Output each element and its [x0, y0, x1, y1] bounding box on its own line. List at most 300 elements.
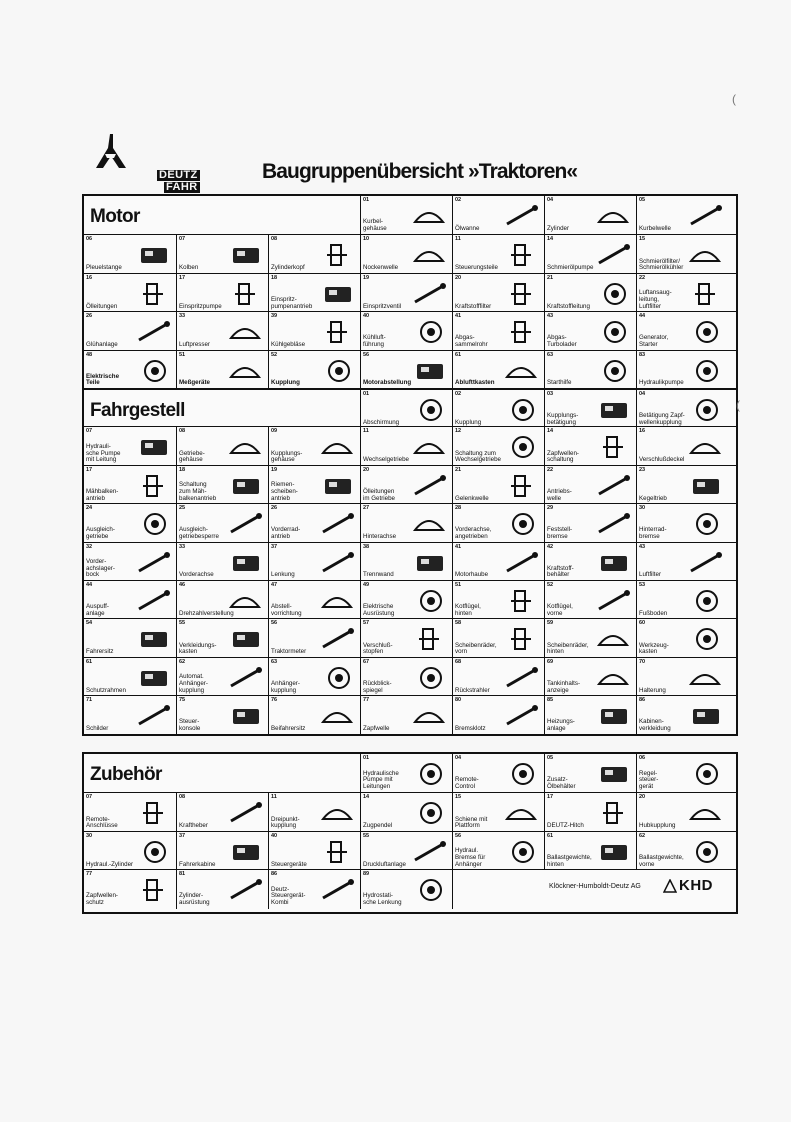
- cardan-shaft-icon: [501, 472, 541, 500]
- part-number: 02: [455, 391, 462, 397]
- part-cell: [452, 832, 544, 870]
- part-number: 40: [271, 832, 278, 839]
- part-label: Motorabstellung: [363, 379, 412, 387]
- part-number: 20: [455, 274, 462, 281]
- camshaft-icon: [409, 241, 449, 269]
- table-row: [84, 542, 736, 581]
- oil-filter-icon: [685, 241, 725, 269]
- part-label: Luftpresser: [179, 340, 210, 348]
- part-number: 76: [271, 697, 278, 704]
- part-cell: [176, 543, 268, 581]
- page-title: Baugruppenübersicht »Traktoren«: [262, 160, 578, 183]
- part-number: 49: [363, 582, 370, 588]
- remote-connections-icon: [133, 799, 173, 827]
- part-cell: [452, 658, 544, 696]
- part-cell: [360, 504, 452, 542]
- part-label: Steuer- konsole: [179, 718, 201, 732]
- part-cell: [268, 658, 360, 696]
- part-label: Meßgeräte: [179, 379, 210, 387]
- part-cell: [636, 754, 728, 792]
- part-cell: [544, 504, 636, 542]
- part-label: Anhänger- kupplung: [271, 680, 300, 694]
- section-title-cell: [84, 196, 360, 234]
- part-number: 59: [547, 620, 554, 627]
- part-number: 08: [179, 428, 186, 435]
- part-number: 41: [455, 313, 462, 320]
- part-label: Einspritzventil: [363, 302, 402, 310]
- part-label: Hydrostati- sche Lenkung: [363, 892, 402, 906]
- part-cell: [360, 390, 452, 428]
- part-label: Kotflügel, hinten: [455, 603, 481, 617]
- part-cell: [268, 504, 360, 542]
- section-title-cell: [84, 754, 360, 792]
- part-label: Elektrische Teile: [86, 372, 120, 387]
- steering-icon: [317, 549, 357, 577]
- part-number: 06: [639, 755, 646, 761]
- part-number: 08: [179, 794, 186, 801]
- part-number: 25: [179, 505, 186, 512]
- part-cell: [268, 427, 360, 465]
- khd-logo-icon: [663, 879, 677, 893]
- part-label: Hydraul.-Zylinder: [86, 860, 134, 868]
- table-row: [84, 657, 736, 696]
- oil-pump-icon: [593, 241, 633, 269]
- part-cell: [84, 793, 176, 831]
- part-number: 22: [547, 466, 554, 473]
- drawbar-icon: [409, 799, 449, 827]
- part-number: 57: [363, 620, 370, 627]
- part-label: Schmierölpumpe: [547, 264, 594, 272]
- part-label: Generator, Starter: [639, 334, 669, 348]
- part-label: Motorhaube: [455, 571, 489, 579]
- table-row: [84, 580, 736, 619]
- part-label: Automat. Anhänger- kupplung: [179, 673, 208, 694]
- part-cell: [452, 427, 544, 465]
- clutch-icon: [317, 357, 357, 385]
- table-row: [84, 792, 736, 831]
- part-label: Remote- Anschlüsse: [86, 815, 118, 830]
- part-cell: [176, 581, 268, 619]
- part-number: 83: [639, 351, 646, 358]
- part-cell: [268, 351, 360, 389]
- part-cell: [84, 312, 176, 350]
- valve-combo-icon: [317, 876, 357, 904]
- hitch-icon: [593, 799, 633, 827]
- part-number: 17: [86, 466, 93, 473]
- part-number: 71: [86, 697, 93, 704]
- part-cell: [636, 581, 728, 619]
- toolbox-icon: [685, 625, 725, 653]
- part-number: 69: [547, 658, 554, 665]
- part-number: 22: [639, 274, 646, 281]
- part-label: Hydraul. Bremse für Anhänger: [455, 847, 486, 868]
- part-label: Verschluß- stopfen: [363, 641, 393, 656]
- part-label: Schutzrahmen: [86, 686, 126, 694]
- air-duct-icon: [409, 318, 449, 346]
- parking-brake-icon: [593, 510, 633, 538]
- stop-device-icon: [317, 587, 357, 615]
- part-number: 05: [639, 197, 646, 203]
- part-cell: [636, 196, 728, 234]
- part-label: Kurbelwelle: [639, 224, 671, 232]
- table-row: [84, 503, 736, 542]
- part-label: Abgas- Turbolader: [547, 334, 577, 348]
- rail-platform-icon: [501, 799, 541, 827]
- heater-icon: [593, 702, 633, 730]
- part-label: Mähbalken- antrieb: [86, 488, 119, 502]
- table-row: [84, 465, 736, 504]
- part-cell: [452, 312, 544, 350]
- part-number: 10: [363, 236, 370, 243]
- pump-drive-icon: [317, 280, 357, 308]
- section-title-cell: [84, 390, 360, 428]
- part-number: 17: [547, 794, 554, 801]
- part-number: 14: [363, 794, 370, 801]
- part-number: 03: [547, 391, 554, 397]
- part-number: 39: [271, 313, 278, 320]
- part-number: 43: [639, 543, 646, 550]
- part-label: Tankinhalts- anzeige: [547, 680, 581, 694]
- part-cell: [544, 754, 636, 792]
- front-axle-icon: [225, 549, 265, 577]
- part-cell: [176, 466, 268, 504]
- gauge-icon: [225, 357, 265, 385]
- lift-coupling-icon: [685, 799, 725, 827]
- part-label: Bremsklotz: [455, 724, 486, 732]
- part-label: Steuerungsteile: [455, 264, 498, 272]
- part-number: 56: [363, 351, 370, 358]
- trim-box-icon: [225, 625, 265, 653]
- pto-lever-icon: [685, 396, 725, 424]
- part-number: 86: [639, 697, 646, 704]
- part-number: 42: [547, 543, 554, 550]
- part-number: 43: [547, 313, 554, 320]
- part-number: 55: [363, 832, 370, 839]
- part-cell: [268, 274, 360, 312]
- part-label: Gelenkwelle: [455, 494, 489, 502]
- part-cell: [544, 235, 636, 273]
- part-number: 33: [179, 313, 186, 320]
- electrical-parts-icon: [133, 357, 173, 385]
- part-number: 27: [363, 505, 370, 512]
- logo-line-1: DEUTZ: [159, 169, 198, 181]
- part-number: 24: [86, 505, 93, 512]
- part-number: 51: [179, 351, 186, 358]
- cooling-fan-icon: [317, 318, 357, 346]
- part-cell: [84, 351, 176, 389]
- oil-tank-icon: [593, 760, 633, 788]
- part-label: Werkzeug- kasten: [639, 641, 669, 656]
- part-number: 28: [455, 505, 462, 512]
- part-number: 30: [86, 832, 93, 839]
- part-cell: [452, 235, 544, 273]
- part-label: Kegeltrieb: [639, 494, 667, 502]
- pto-shift-icon: [593, 433, 633, 461]
- part-cell: [84, 696, 176, 734]
- part-label: DEUTZ-Hitch: [547, 822, 584, 830]
- part-label: Deutz- Steuergerät- Kombi: [271, 885, 306, 906]
- part-number: 20: [639, 794, 646, 801]
- reflector-icon: [501, 664, 541, 692]
- cab-icon: [225, 838, 265, 866]
- part-number: 55: [179, 620, 186, 627]
- part-label: Kupplungs- gehäuse: [271, 449, 303, 464]
- part-label: Ausgleich- getriebesperre: [179, 526, 219, 540]
- part-label: Dreipunkt- kupplung: [271, 815, 300, 830]
- part-label: Hydraulikpumpe: [639, 379, 684, 387]
- part-label: Luftfilter: [639, 571, 662, 579]
- part-label: Verkleidungs- kasten: [179, 641, 217, 656]
- part-label: Wechselgetriebe: [363, 456, 409, 464]
- part-label: Getriebe- gehäuse: [179, 449, 205, 464]
- part-label: Kühlluft- führung: [363, 334, 386, 348]
- part-cell: [176, 793, 268, 831]
- scan-mark: (: [732, 92, 736, 106]
- pto-guard-icon: [133, 876, 173, 904]
- part-label: Halterung: [639, 686, 666, 694]
- part-number: 46: [179, 582, 186, 588]
- part-label: Trennwand: [363, 571, 394, 579]
- battery-icon: [409, 587, 449, 615]
- part-cell: [360, 235, 452, 273]
- part-cell: [452, 619, 544, 657]
- part-cell: [452, 581, 544, 619]
- part-label: Druckluftanlage: [363, 860, 406, 868]
- part-number: 56: [455, 832, 462, 839]
- bevel-drive-icon: [685, 472, 725, 500]
- part-number: 11: [363, 428, 369, 435]
- rear-wheel-icon: [593, 625, 633, 653]
- part-number: 44: [86, 582, 93, 588]
- part-number: 21: [547, 274, 554, 281]
- part-number: 20: [363, 466, 370, 473]
- crankshaft-icon: [685, 202, 725, 230]
- part-number: 51: [455, 582, 462, 588]
- remote-control-icon: [501, 760, 541, 788]
- part-label: Betätigung Zapf- wellenkupplung: [639, 412, 685, 426]
- hydraulic-pump-icon: [685, 357, 725, 385]
- air-brake-icon: [409, 838, 449, 866]
- part-cell: [636, 274, 728, 312]
- part-label: Kühlgebläse: [271, 340, 306, 348]
- part-label: Elektrische Ausrüstung: [363, 603, 395, 617]
- part-label: Rückblick- spiegel: [363, 680, 392, 694]
- front-wheel-icon: [501, 625, 541, 653]
- part-cell: [636, 466, 728, 504]
- part-label: Scheibenräder, vorn: [455, 641, 497, 656]
- part-label: Verschlußdeckel: [639, 456, 685, 464]
- part-label: Vorderachse, angetrieben: [455, 526, 492, 540]
- table-row: [84, 618, 736, 657]
- part-label: Ballastgewichte, hinten: [547, 854, 592, 868]
- mower-shift-icon: [225, 472, 265, 500]
- part-number: 89: [363, 871, 370, 878]
- part-cell: [84, 235, 176, 273]
- company-name: Klöckner-Humboldt-Deutz AG: [549, 883, 641, 891]
- part-number: 17: [179, 274, 186, 281]
- part-number: 01: [363, 197, 370, 203]
- part-label: Schaltung zum Mäh- balkenantrieb: [179, 481, 217, 502]
- part-label: Einspritz- pumpenantrieb: [271, 296, 313, 310]
- part-number: 04: [639, 391, 646, 397]
- clutch-control-icon: [593, 396, 633, 424]
- part-cell: [544, 658, 636, 696]
- control-valve-icon: [317, 838, 357, 866]
- part-cell: [452, 466, 544, 504]
- part-cell: [452, 351, 544, 389]
- part-number: 26: [271, 505, 278, 512]
- conrod-icon: [133, 241, 173, 269]
- starting-aid-icon: [593, 357, 633, 385]
- part-number: 07: [86, 794, 93, 801]
- part-number: 16: [86, 274, 93, 281]
- part-number: 37: [271, 543, 278, 550]
- part-cell: [84, 466, 176, 504]
- rear-brake-icon: [685, 510, 725, 538]
- cover-icon: [685, 433, 725, 461]
- part-label: Scheibenräder, hinten: [547, 641, 589, 656]
- part-label: Zapfwelle: [363, 724, 390, 732]
- hood-icon: [501, 549, 541, 577]
- logo-mark-icon: [78, 132, 142, 172]
- part-number: 05: [547, 755, 554, 761]
- part-number: 52: [547, 582, 554, 588]
- part-cell: [360, 658, 452, 696]
- front-fender-icon: [593, 587, 633, 615]
- part-number: 21: [455, 466, 462, 473]
- table-row: [84, 831, 736, 870]
- part-cell: [636, 351, 728, 389]
- part-label: Auspuff- anlage: [86, 603, 109, 617]
- front-axle-icon: [501, 510, 541, 538]
- part-cell: [544, 312, 636, 350]
- fuel-gauge-icon: [593, 664, 633, 692]
- part-cell: [360, 619, 452, 657]
- part-cell: [360, 351, 452, 389]
- roll-frame-icon: [133, 664, 173, 692]
- console-icon: [225, 702, 265, 730]
- rear-axle-icon: [409, 510, 449, 538]
- part-cell: [360, 312, 452, 350]
- part-label: Kupplung: [271, 379, 300, 387]
- section-title: Fahrgestell: [90, 400, 185, 421]
- part-cell: [360, 427, 452, 465]
- part-cell: [544, 274, 636, 312]
- part-cell: [268, 466, 360, 504]
- part-cell: [452, 196, 544, 234]
- power-lift-icon: [225, 799, 265, 827]
- cylinder-icon: [593, 202, 633, 230]
- part-cell: [544, 390, 636, 428]
- trailer-hitch-icon: [317, 664, 357, 692]
- part-cell: [452, 754, 544, 792]
- part-number: 18: [271, 274, 278, 281]
- part-label: Vorderrad- antrieb: [271, 526, 301, 540]
- tractormeter-icon: [317, 625, 357, 653]
- table-row: [84, 196, 736, 234]
- part-cell: [636, 658, 728, 696]
- part-number: 11: [455, 236, 461, 243]
- part-label: Kurbel- gehäuse: [363, 218, 387, 232]
- part-cell: [636, 793, 728, 831]
- part-label: Remote- Control: [455, 776, 479, 790]
- front-drive-icon: [317, 510, 357, 538]
- part-label: Hubkupplung: [639, 822, 676, 830]
- air-filter-icon: [685, 280, 725, 308]
- drive-shaft-icon: [593, 472, 633, 500]
- part-cell: [176, 427, 268, 465]
- part-cell: [84, 543, 176, 581]
- part-label: Kraftstoffleitung: [547, 302, 590, 310]
- part-label: Ölwanne: [455, 224, 480, 232]
- part-cell: [176, 504, 268, 542]
- part-cell: [360, 274, 452, 312]
- part-number: 77: [363, 697, 370, 704]
- floor-icon: [685, 587, 725, 615]
- part-number: 14: [547, 428, 554, 435]
- part-label: Traktormeter: [271, 648, 307, 656]
- scan-mark: (: [736, 398, 740, 412]
- shift-linkage-icon: [501, 433, 541, 461]
- part-cell: [452, 504, 544, 542]
- air-filter-icon: [685, 549, 725, 577]
- part-cell: [84, 832, 176, 870]
- part-number: 80: [455, 697, 462, 704]
- gearbox-oil-lines-icon: [409, 472, 449, 500]
- footer-cell: [452, 870, 732, 908]
- part-cell: [176, 312, 268, 350]
- part-cell: [176, 619, 268, 657]
- plug-icon: [409, 625, 449, 653]
- part-number: 67: [363, 658, 370, 665]
- clutch-housing-icon: [317, 433, 357, 461]
- part-cell: [544, 466, 636, 504]
- part-label: Schilder: [86, 724, 109, 732]
- bracket-icon: [685, 664, 725, 692]
- trailer-brake-icon: [501, 838, 541, 866]
- part-number: 29: [547, 505, 554, 512]
- part-label: Einspritzpumpe: [179, 302, 222, 310]
- part-number: 85: [547, 697, 554, 704]
- part-number: 70: [639, 658, 646, 665]
- part-label: Starthilfe: [547, 379, 572, 387]
- part-number: 26: [86, 313, 93, 320]
- part-cell: [268, 543, 360, 581]
- part-label: Kupplungs- betätigung: [547, 412, 579, 426]
- part-label: Vorder- achslager- bock: [86, 558, 115, 579]
- part-label: Zylinder: [547, 224, 570, 232]
- table-row: [84, 869, 736, 908]
- part-label: Nockenwelle: [363, 264, 399, 272]
- part-number: 62: [179, 658, 186, 665]
- table-row: [84, 754, 736, 792]
- section-title: Motor: [90, 206, 140, 227]
- part-label: Abstell- vorrichtung: [271, 603, 302, 617]
- part-number: 61: [455, 351, 462, 358]
- fuel-tank-icon: [593, 549, 633, 577]
- gearbox-icon: [225, 433, 265, 461]
- part-cell: [84, 504, 176, 542]
- pulley-drive-icon: [317, 472, 357, 500]
- part-cell: [452, 390, 544, 428]
- part-number: 60: [639, 620, 646, 627]
- part-cell: [636, 235, 728, 273]
- part-label: Antriebs- welle: [547, 488, 572, 502]
- part-label: Ablufttkasten: [455, 379, 495, 387]
- part-number: 07: [179, 236, 186, 243]
- crankcase-icon: [409, 202, 449, 230]
- part-label: Glühanlage: [86, 340, 118, 348]
